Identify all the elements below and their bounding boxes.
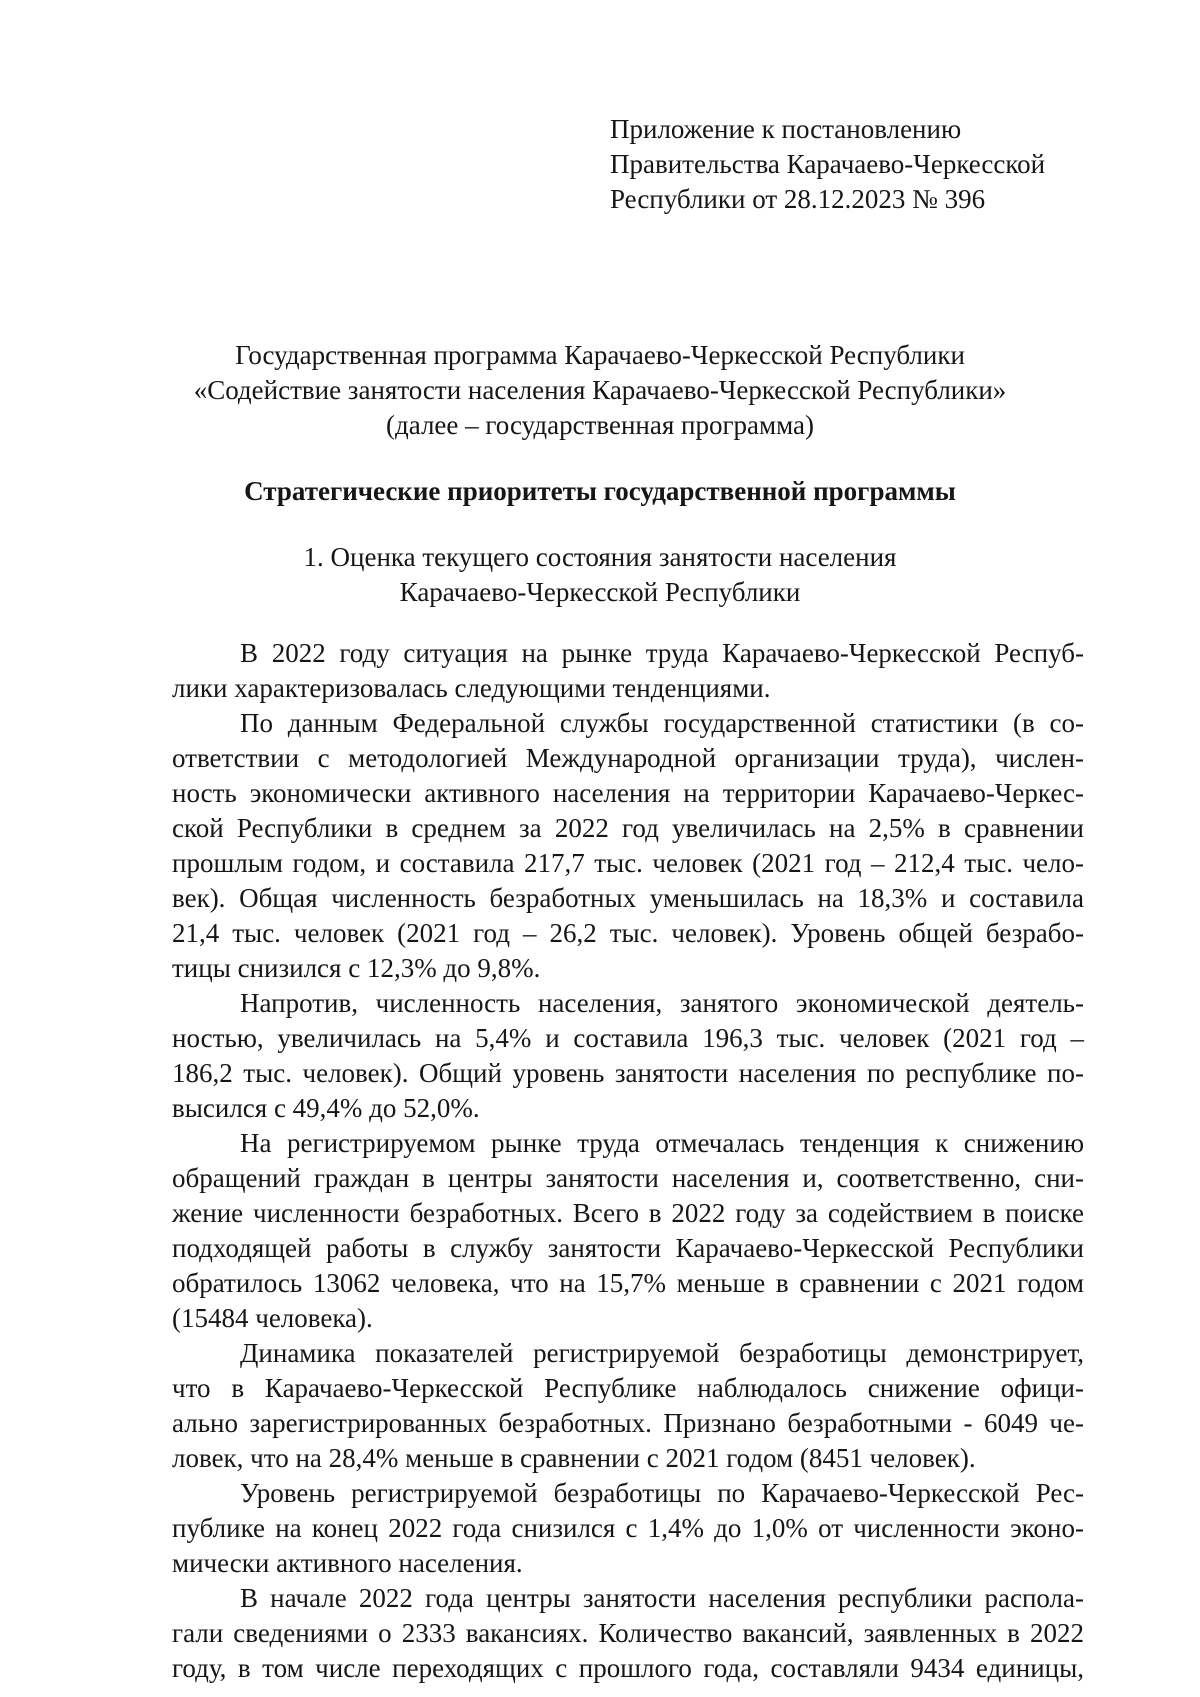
body-line: По данным Федеральной службы государственной статистики (в со-: [240, 708, 1084, 738]
body-line: ально зарегистрированных безработных. Признано безработными - 6049 че-: [172, 1408, 1084, 1438]
body-line: высился с 49,4% до 52,0%.: [172, 1093, 480, 1123]
program-title-line: «Содействие занятости населения Карачаево-Черкесской Республики»: [193, 375, 1007, 405]
body-line: гали сведениями о 2333 вакансиях. Количество вакансий, заявленных в 2022: [172, 1618, 1084, 1648]
body-line: подходящей работы в службу занятости Карачаево-Черкесской Республики: [172, 1233, 1084, 1263]
section-heading-line: Карачаево-Черкесской Республики: [399, 577, 801, 607]
body-line: обратилось 13062 человека, что на 15,7% меньше в сравнении с 2021 годом: [172, 1268, 1084, 1298]
body-line: Напротив, численность населения, занятого экономической деятель-: [240, 988, 1084, 1018]
section-heading: [150, 540, 1050, 610]
appendix-line: Приложение к постановлению: [610, 114, 962, 144]
body-line: На регистрируемом рынке труда отмечалась тенденция к снижению: [240, 1128, 1084, 1158]
body-line: Уровень регистрируемой безработицы по Карачаево-Черкесской Рес-: [240, 1478, 1084, 1508]
body-line: век). Общая численность безработных уменьшилась на 18,3% и составила: [172, 883, 1084, 913]
body-line: ностью, увеличилась на 5,4% и составила 196,3 тыс. человек (2021 год –: [172, 1023, 1084, 1053]
body-line: публике на конец 2022 года снизился с 1,4% до 1,0% от численности эконо-: [172, 1513, 1084, 1543]
program-title: [150, 338, 1050, 443]
body-line: 21,4 тыс. человек (2021 год – 26,2 тыс. человек). Уровень общей безрабо-: [172, 918, 1084, 948]
body-line: Динамика показателей регистрируемой безработицы демонстрирует,: [240, 1338, 1084, 1368]
body-line: ответствии с методологией Международной организации труда), числен-: [172, 743, 1084, 773]
body-line: ловек, что на 28,4% меньше в сравнении с 2021 годом (8451 человек).: [172, 1443, 976, 1473]
body-line: жение численности безработных. Всего в 2022 году за содействием в поиске: [172, 1198, 1084, 1228]
appendix-line: Республики от 28.12.2023 № 396: [610, 184, 986, 214]
program-title-line: (далее – государственная программа): [386, 410, 814, 440]
body-line: ность экономически активного населения на территории Карачаево-Черкес-: [172, 778, 1084, 808]
body-line: тицы снизился с 12,3% до 9,8%.: [172, 953, 541, 983]
body-line: лики характеризовалась следующими тенденциями.: [172, 673, 771, 703]
body-line: году, в том числе переходящих с прошлого года, составляли 9434 единицы,: [172, 1653, 1084, 1683]
body-line: В 2022 году ситуация на рынке труда Карачаево-Черкесской Респуб-: [240, 638, 1084, 668]
body-line: 186,2 тыс. человек). Общий уровень занятости населения по республике по-: [172, 1058, 1084, 1088]
body-line: ской Республики в среднем за 2022 год увеличилась на 2,5% в сравнении: [172, 813, 1084, 843]
appendix-line: Правительства Карачаево-Черкесской: [610, 149, 1046, 179]
body-line: В начале 2022 года центры занятости населения республики распола-: [240, 1583, 1084, 1613]
body-line: прошлым годом, и составила 217,7 тыс. человек (2021 год – 212,4 тыс. чело-: [172, 848, 1084, 878]
body-line: мически активного населения.: [172, 1548, 523, 1578]
program-title-line: Государственная программа Карачаево-Черкесской Республики: [235, 340, 965, 370]
appendix-note: [610, 112, 1045, 217]
body-line: (15484 человека).: [172, 1303, 373, 1333]
body-line: обращений граждан в центры занятости населения и, соответственно, сни-: [172, 1163, 1084, 1193]
body-text: [172, 636, 1084, 1686]
section-heading-line: 1. Оценка текущего состояния занятости населения: [303, 542, 897, 572]
body-line: что в Карачаево-Черкесской Республике наблюдалось снижение офици-: [172, 1373, 1084, 1403]
strategic-priorities-heading: Стратегические приоритеты государственной программы: [244, 476, 956, 506]
